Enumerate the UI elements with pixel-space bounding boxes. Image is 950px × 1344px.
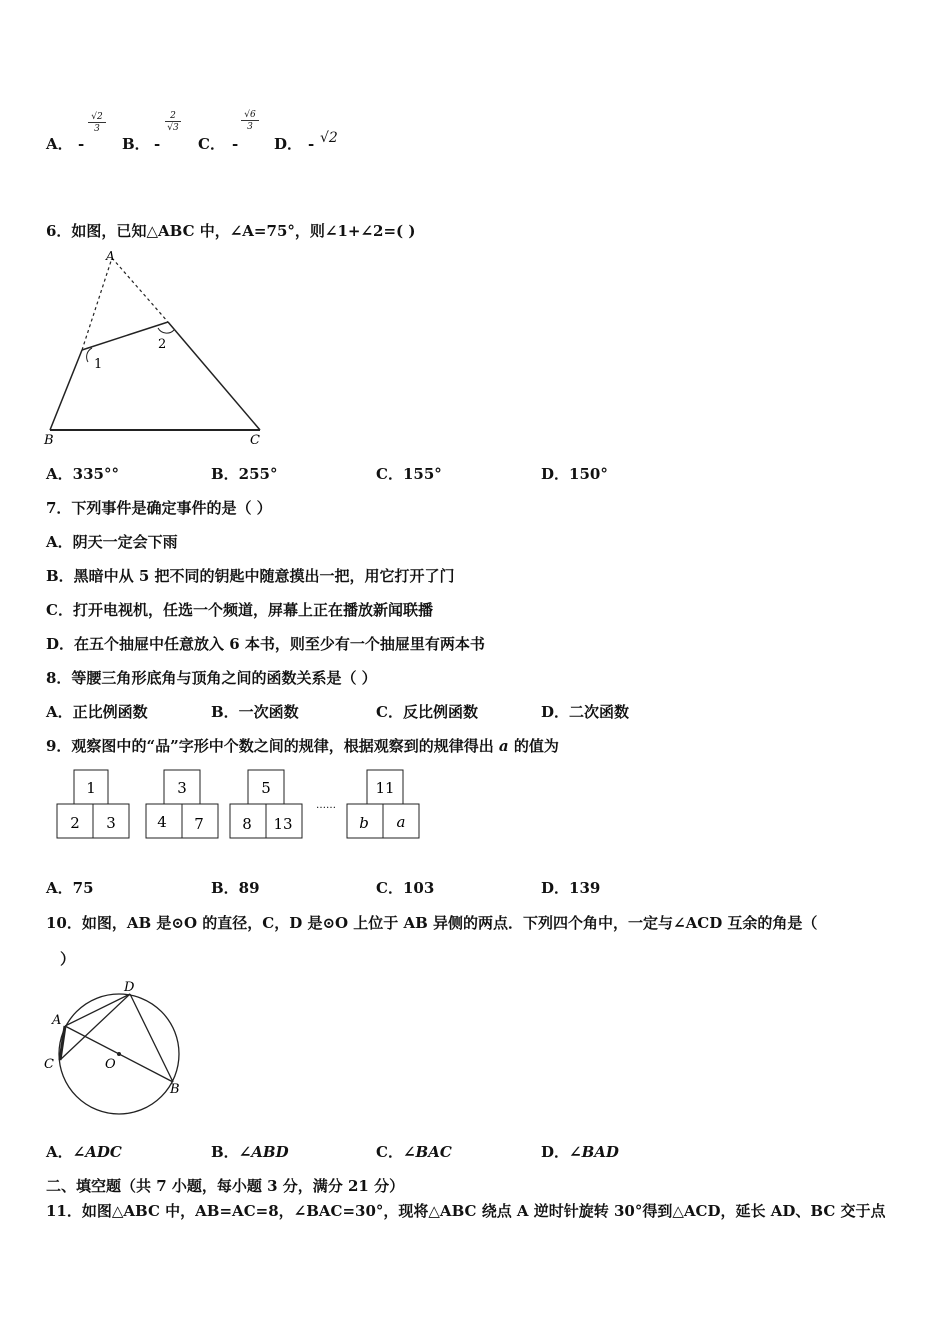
q9-stem-pre: 9．观察图中的“品”字形中个数之间的规律，根据观察到的规律得出	[46, 737, 499, 755]
q5-option-a-numerator: √2	[88, 112, 106, 123]
q8-option-d: D．二次函数	[541, 703, 630, 721]
q10-label-d: D	[124, 980, 135, 995]
q9-g1-top: 1	[86, 779, 96, 797]
q6-label-1: 1	[94, 357, 103, 372]
q10-option-a-label: A．	[46, 1143, 73, 1161]
q7-option-c: C．打开电视机，任选一个频道，屏幕上正在播放新闻联播	[46, 601, 433, 619]
q5-option-d-sign: -	[308, 135, 315, 153]
q9-g2-top: 3	[177, 779, 187, 797]
q9-g4-top: 11	[375, 779, 395, 797]
q6-label-a: A	[106, 249, 115, 263]
q9-stem-post: 的值为	[508, 737, 559, 755]
q9-g2-right: 7	[194, 815, 204, 833]
q9-option-c: C．103	[376, 879, 435, 897]
q10-label-o: O	[105, 1057, 116, 1072]
q6-label-b: B	[44, 433, 54, 448]
q5-option-a-denominator: 3	[94, 124, 100, 134]
q6-triangle-figure	[40, 250, 280, 450]
q6-option-c: C．155°	[376, 465, 442, 483]
q10-label-b: B	[170, 1082, 180, 1097]
q8-option-c: C．反比例函数	[376, 703, 478, 721]
q8-option-a: A．正比例函数	[46, 703, 148, 721]
q6-label-2: 2	[158, 337, 167, 352]
q10-circle-figure	[40, 978, 200, 1118]
section2-heading: 二、填空题（共 7 小题，每小题 3 分，满分 21 分）	[46, 1177, 405, 1195]
q10-option-b	[211, 1142, 289, 1162]
q9-option-d: D．139	[541, 879, 601, 897]
q9-g2-left: 4	[157, 813, 167, 831]
q6-option-b: B．255°	[211, 465, 278, 483]
q10-option-b-label: B．	[211, 1143, 239, 1161]
q5-option-d-value: √2	[320, 130, 338, 146]
q10-label-a: A	[52, 1013, 62, 1028]
q8-option-b: B．一次函数	[211, 703, 299, 721]
q5-option-a-label: A．	[46, 135, 73, 153]
q10-option-d-label: D．	[541, 1143, 570, 1161]
q10-option-a-angle: ∠ADC	[72, 1143, 122, 1161]
q5-option-d-label: D．	[274, 135, 303, 153]
q5-option-c-label: C．	[198, 135, 225, 153]
q9-stem-var: a	[498, 737, 509, 755]
q10-option-c-angle: ∠BAC	[402, 1143, 452, 1161]
q9-ellipsis: ……	[316, 800, 336, 811]
q11-stem: 11．如图△ABC 中，AB=AC=8，∠BAC=30°，现将△ABC 绕点 A 逆时针旋转 30°得到△ACD，延长 AD、BC 交于点	[46, 1202, 886, 1220]
q5-option-c-sign: -	[232, 135, 239, 153]
q6-option-a: A．335°°	[46, 465, 119, 483]
q5-option-b-sign: -	[154, 135, 161, 153]
q9-g3-right: 13	[273, 815, 293, 833]
q5-option-b-label: B．	[122, 135, 150, 153]
q10-option-c-label: C．	[376, 1143, 403, 1161]
q9-g1-left: 2	[70, 814, 80, 832]
q10-stem-line1: 10．如图，AB 是⊙O 的直径，C，D 是⊙O 上位于 AB 异侧的两点．下列四个角中，一定与∠ACD 互余的角是（	[46, 914, 818, 932]
q6-label-c: C	[250, 433, 260, 448]
q7-stem: 7．下列事件是确定事件的是（ ）	[46, 499, 272, 517]
q9-stem	[46, 736, 559, 756]
q10-label-c: C	[44, 1057, 54, 1072]
q9-g1-right: 3	[106, 814, 116, 832]
q8-stem: 8．等腰三角形底角与顶角之间的函数关系是（ ）	[46, 669, 377, 687]
q10-stem-line2: ）	[60, 950, 76, 968]
q9-pin-figure	[50, 765, 430, 845]
q7-option-b: B．黑暗中从 5 把不同的钥匙中随意摸出一把，用它打开了门	[46, 567, 455, 585]
q5-option-c-denominator: 3	[247, 122, 253, 132]
q9-option-b: B．89	[211, 879, 260, 897]
q10-option-d-angle: ∠BAD	[569, 1143, 619, 1161]
q10-option-c	[376, 1142, 452, 1162]
q5-option-c-numerator: √6	[241, 110, 259, 121]
q10-option-b-angle: ∠ABD	[238, 1143, 289, 1161]
q7-option-a: A．阴天一定会下雨	[46, 533, 178, 551]
q5-option-a-sign: -	[78, 135, 85, 153]
q10-option-a	[46, 1142, 122, 1162]
q6-option-d: D．150°	[541, 465, 608, 483]
q9-option-a: A．75	[46, 879, 94, 897]
q10-option-d	[541, 1142, 619, 1162]
q9-g3-top: 5	[261, 779, 271, 797]
q5-option-b-numerator: 2	[165, 111, 181, 122]
q6-stem: 6．如图，已知△ABC 中，∠A=75°，则∠1+∠2=( )	[46, 222, 416, 240]
q5-option-b-denominator: √3	[167, 123, 179, 133]
q7-option-d: D．在五个抽屉中任意放入 6 本书，则至少有一个抽屉里有两本书	[46, 635, 485, 653]
q9-g4-left: b	[359, 814, 369, 832]
q9-g3-left: 8	[242, 815, 252, 833]
q9-g4-right: a	[396, 813, 406, 831]
